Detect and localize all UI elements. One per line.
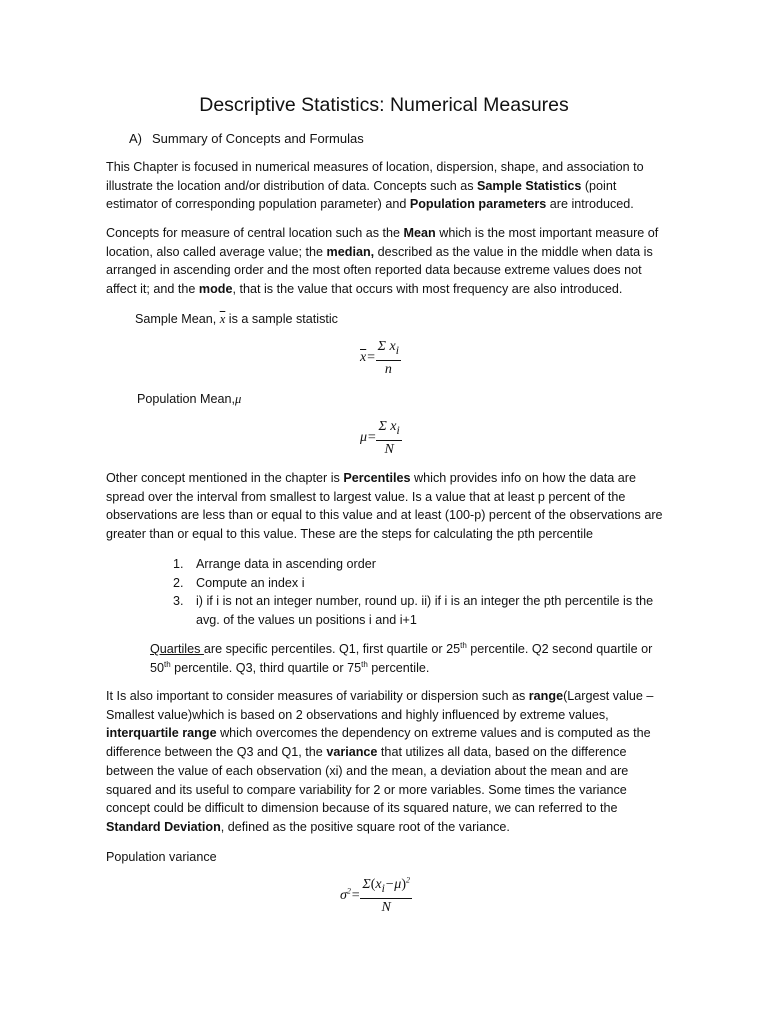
- text-run: (point estimator of corresponding population parameter) and: [106, 178, 617, 212]
- formula-denominator: n: [384, 361, 392, 377]
- formula-subscript: i: [396, 423, 400, 437]
- formula-lhs: σ: [340, 888, 347, 904]
- central-location-paragraph: [106, 224, 666, 299]
- section-number: A): [129, 131, 142, 146]
- text-run: Sample Mean,: [135, 312, 220, 326]
- bold-term: Standard Deviation: [106, 819, 221, 834]
- superscript: 2: [346, 886, 351, 896]
- formula-lhs: μ: [360, 430, 368, 446]
- population-mean-formula: μ= $\frac{\Sigma x_i}{N}$: [360, 419, 400, 457]
- text-run: are specific percentiles. Q1, first quartile or 25: [203, 642, 461, 656]
- bold-term: Mean: [403, 226, 436, 240]
- quartiles-paragraph: [150, 640, 665, 677]
- x-bar-symbol: $\overline{x}$: [219, 312, 226, 326]
- text-run: This Chapter is focused in numerical measures of location, dispersion, shape, and association to illustrate the location and/or distribution of data. Concepts such as: [106, 160, 644, 193]
- bold-term: Population parameters: [409, 197, 547, 212]
- text-run: Population Mean,: [137, 392, 236, 406]
- text-run: Concepts for measure of central location such as the: [106, 226, 404, 240]
- bold-term: Percentiles: [343, 471, 411, 485]
- document-title: Descriptive Statistics: Numerical Measures: [199, 94, 569, 116]
- percentile-steps-list: [173, 555, 663, 630]
- superscript: th: [361, 659, 368, 669]
- formula-term: −μ: [384, 877, 402, 892]
- section-heading-text: Summary of Concepts and Formulas: [152, 131, 364, 146]
- text-run: which provides info on how the data are spread over the interval from smallest to largest value. Is a value that at least p percent of the observations are less than or equal to this value and at least (100-p) percent of the observations are greater than or equal to this value. These are the steps for calculating the pth percentile: [106, 471, 663, 542]
- mu-symbol: μ: [235, 392, 242, 406]
- underlined-term: Quartiles: [150, 642, 204, 656]
- text-run: that utilizes all data, based on the difference between the value of each observation (xi) and the mean, a deviation about the mean and are squared and its useful to compare variability for 2 or more variables. Some times the variance concept could be difficult to dimension because of its squared nature, we can referred to the: [106, 745, 629, 816]
- formula-denominator: N: [381, 899, 391, 915]
- text-run: is a sample statistic: [225, 312, 338, 326]
- list-item: [173, 574, 663, 593]
- formula-variable: x: [375, 877, 382, 892]
- superscript: th: [164, 659, 171, 669]
- list-item: [173, 592, 663, 629]
- sum-symbol: Σ: [362, 877, 371, 892]
- formula-numerator: Σ x: [377, 339, 396, 354]
- list-text: Compute an index i: [196, 575, 305, 590]
- text-run: , that is the value that occurs with most frequency are also introduced.: [232, 282, 623, 297]
- list-number: 3.: [173, 594, 184, 609]
- population-variance-formula: $\sigma^2=$ $\frac{\Sigma(x_i-\mu)^2}{N}$: [340, 875, 410, 915]
- bold-term: range: [528, 689, 564, 703]
- list-number: 2.: [173, 575, 184, 590]
- population-variance-label: Population variance: [106, 850, 217, 864]
- text-run: , defined as the positive square root of the variance.: [220, 819, 510, 834]
- list-text: i) if i is not an integer number, round up. ii) if i is an integer the pth percentile is the avg. of the values un positions i and i+1: [196, 594, 654, 628]
- formula-subscript: i: [381, 881, 385, 895]
- text-run: Other concept mentioned in the chapter is: [106, 471, 344, 485]
- list-number: 1.: [173, 557, 184, 571]
- text-run: which overcomes the dependency on extreme values and is computed as the difference between the Q3 and Q1, the: [106, 726, 651, 760]
- sample-mean-formula: $\overline{x}=$ $\frac{\Sigma x_i}{n}$: [360, 339, 399, 377]
- list-text: Arrange data in ascending order: [196, 557, 376, 571]
- percentiles-paragraph: [106, 469, 666, 544]
- variability-paragraph: [106, 687, 666, 837]
- text-run: percentile. Q2 second quartile or 50: [150, 642, 653, 675]
- superscript: th: [460, 640, 467, 650]
- text-run: are introduced.: [546, 197, 634, 212]
- text-run: percentile.: [367, 660, 430, 675]
- section-heading: [129, 129, 364, 148]
- text-run: (Largest value – Smallest value)which is based on 2 observations and highly influenced by extreme values,: [106, 689, 654, 722]
- population-mean-label: [137, 390, 241, 408]
- bold-term: Sample Statistics: [477, 178, 582, 193]
- text-run: It Is also important to consider measures of variability or dispersion such as: [106, 689, 529, 703]
- text-run: described as the value in the middle when data is arranged in ascending order and the most often reported data because extreme values does not affect it; and the: [106, 244, 653, 297]
- sample-mean-label: [135, 310, 338, 328]
- text-run: which is the most important measure of location, also called average value; the: [106, 226, 659, 259]
- bold-term: mode: [198, 282, 233, 297]
- intro-paragraph: [106, 158, 666, 214]
- formula-numerator: Σ x: [378, 419, 397, 434]
- list-item: [173, 555, 663, 574]
- formula-lhs: $\overline{x}$: [360, 350, 367, 366]
- formula-subscript: i: [395, 343, 399, 357]
- bold-term: variance: [326, 745, 378, 760]
- bold-term: median,: [326, 244, 375, 259]
- formula-denominator: N: [384, 441, 394, 457]
- text-run: percentile. Q3, third quartile or 75: [170, 660, 362, 675]
- superscript: 2: [405, 875, 410, 885]
- bold-term: interquartile range: [106, 726, 217, 741]
